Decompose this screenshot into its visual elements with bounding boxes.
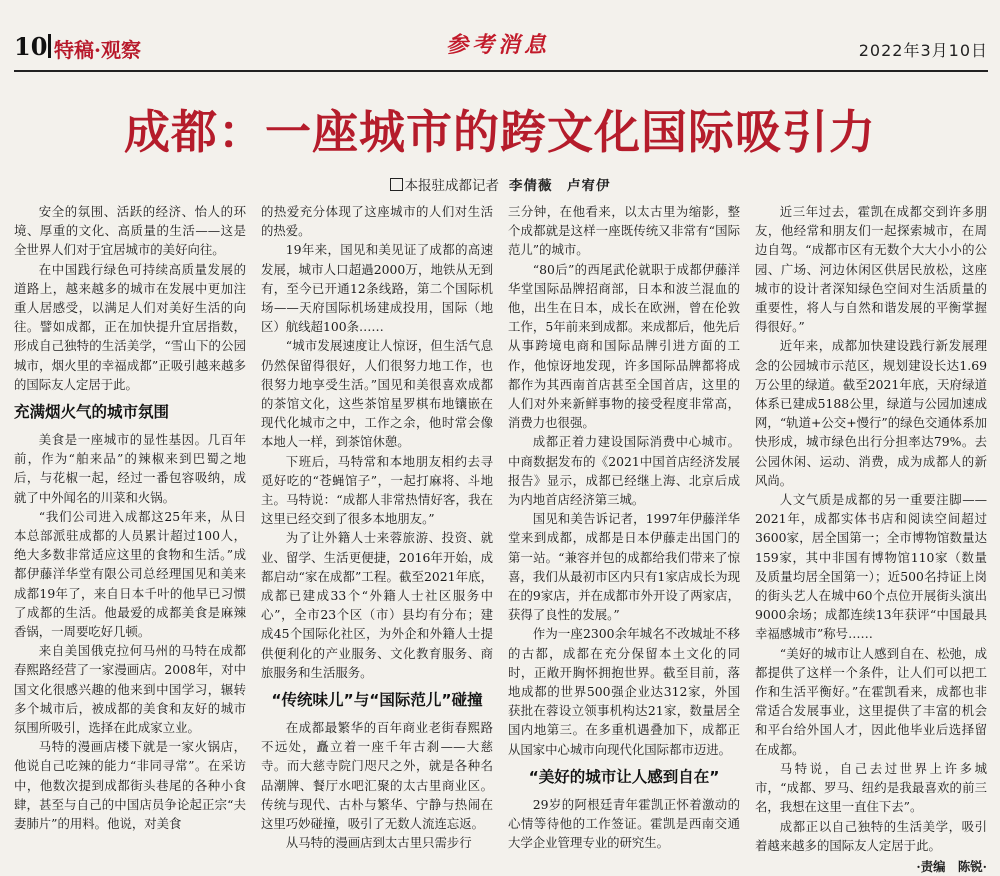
paragraph: 成都正以自己独特的生活美学，吸引着越来越多的国际友人定居于此。: [755, 818, 987, 853]
paragraph: 人文气质是成都的另一重要注脚——2021年，成都实体书店和阅读空间超过3600家，居全国第一；全市博物馆数量达159家，其中非国有博物馆110家（数量及质量均居全国第一）；近500名持证上岗的街头艺人在城中60个点位开展街头演出9000余场；成都连续13年获评“中国最具幸福感城市”称号……: [755, 492, 987, 642]
paragraph: “80后”的西尾武伦就职于成都伊藤洋华堂国际品牌招商部，日本和波兰混血的他，出生在日本，成长在欧洲，曾在伦敦工作，5年前来到成都。来成都后，他先后从事跨境电商和国际品牌引进方面的工作，他惊讶地发现，许多国际品牌都将成都作为其西南首店甚至全国首店，这里的人们对外来新鲜事物的接受程度非常高，消费力也很强。: [508, 261, 740, 431]
editor-credit: ·责编 陈锐·: [916, 858, 987, 874]
subheading: “传统味儿”与“国际范儿”碰撞: [271, 691, 483, 710]
column-1: [14, 202, 246, 832]
paragraph: 安全的氛围、活跃的经济、怡人的环境、厚重的文化、高质量的生活——这是全世界人们对于宜居城市的美好向往。: [14, 204, 246, 258]
page-header: [14, 28, 988, 64]
article-headline: 成都：一座城市的跨文化国际吸引力: [124, 105, 876, 159]
paragraph: 29岁的阿根廷青年霍凯正怀着激动的心情等待他的工作签证。霍凯是西南交通大学企业管理专业的研究生。: [508, 796, 740, 851]
byline-names: 李倩薇 卢宥伊: [509, 178, 611, 194]
paragraph: 成都正着力建设国际消费中心城市。中商数据发布的《2021中国首店经济发展报告》显示，成都已经继上海、北京后成为内地首店经济第三城。: [508, 434, 740, 508]
paragraph: 在成都最繁华的百年商业老街春熙路不远处，矗立着一座千年古刹——大慈寺。而大慈寺院门咫尺之外，就是各种名品潮牌、餐厅水吧汇聚的太古里商业区。传统与现代、古朴与繁华、宁静与热闹在这里巧妙碰撞，吸引了无数人流连忘返。: [261, 720, 493, 832]
paragraph: 来自美国俄克拉何马州的马特在成都春熙路经营了一家漫画店。2008年，对中国文化很感兴趣的他来到中国学习，辗转多个城市后，被成都的美食和友好的城市氛围所吸引，选择在此成家立业。: [14, 643, 246, 736]
newspaper-masthead: 参考消息: [446, 32, 551, 58]
paragraph: 近年来，成都加快建设践行新发展理念的公园城市示范区，规划建设长达1.69万公里的绿道。截至2021年底，天府绿道体系已建成5188公里，绿道与公园加速成网，“轨道+公交+慢行”的绿色交通体系加快形成，城市绿色出行分担率达79%。去公园休闲、运动、消费，成为成都人的新风尚。: [755, 338, 987, 488]
column-3: [508, 202, 740, 851]
header-rule: [14, 70, 988, 72]
byline-box-icon: [390, 178, 403, 191]
paragraph: 的热爱充分体现了这座城市的人们对生活的热爱。: [261, 204, 493, 239]
subheading: “美好的城市让人感到自在”: [528, 767, 720, 786]
paragraph: 美食是一座城市的显性基因。几百年前，作为“舶来品”的辣椒来到巴蜀之地后，与花椒一起，经过一番包容吸纳，成就了中外闻名的川菜和火锅。: [14, 432, 246, 505]
paragraph: 下班后，马特常和本地朋友相约去寻觅好吃的“苍蝇馆子”，一起打麻将、斗地主。马特说：“成都人非常热情好客，我在这里已经交到了很多本地朋友。”: [261, 453, 493, 527]
page-number-divider: [48, 34, 51, 58]
issue-date: 2022年3月10日: [858, 41, 988, 60]
paragraph: 为了让外籍人士来蓉旅游、投资、就业、留学、生活更便捷，2016年开始，成都启动“家在成都”工程。截至2021年底，成都已建成33个“外籍人士社区服务中心”，全市23个区（市）县均有分布；建成45个国际化社区，为外企和外籍人士提供便利化的产业服务、文化教育服务、商旅服务和生活服务。: [261, 530, 493, 680]
byline-prefix: 本报驻成都记者: [404, 178, 499, 194]
paragraph: 在中国践行绿色可持续高质量发展的道路上，越来越多的城市在发展中更加注重人居感受，以满足人们对美好生活的向往。譬如成都，正在加快提升宜居指数，形成自己独特的生活美学，“雪山下的公园城市，烟火里的幸福成都”正吸引越来越多的国际友人定居于此。: [14, 261, 246, 392]
paragraph: 马特说，自己去过世界上许多城市，“成都、罗马、纽约是我最喜欢的前三名，我想在这里一直住下去”。: [755, 760, 987, 815]
article-byline: [0, 174, 1000, 194]
page-number: 10: [14, 32, 48, 61]
paragraph: 近三年过去，霍凯在成都交到许多朋友，他经常和朋友们一起探索城市，在周边自驾。“成都市区有无数个大大小小的公园、广场、河边休闲区供居民放松，这座城市的设计者深知绿色空间对生活质量的重要性，将人与自然和谐发展的平衡掌握得很好。”: [755, 204, 987, 335]
article-body: [14, 202, 988, 874]
paragraph: “城市发展速度让人惊讶，但生活气息仍然保留得很好，人们很努力地工作，也很努力地享受生活。”国见和美很喜欢成都的茶馆文化，这些茶馆星罗棋布地镶嵌在现代化城市之中，工作之余，他时常会像本地人一样，到茶馆休憩。: [261, 338, 493, 450]
paragraph: 马特的漫画店楼下就是一家火锅店，他说自己吃辣的能力“非同寻常”。在采访中，他数次提到成都街头巷尾的各种小食肆，甚至与自己的中国店员争论起正宗“夫妻肺片”的用料。他说，对美食: [14, 739, 246, 832]
paragraph: 作为一座2300余年城名不改城址不移的古都，成都在充分保留本土文化的同时，正敞开胸怀拥抱世界。截至目前，落地成都的世界500强企业达312家，外国获批在蓉设立领事机构达21家，数量居全国内地第三。在多重机遇叠加下，成都正从国家中心城市向现代化国际都市迈进。: [508, 626, 740, 757]
paragraph: “美好的城市让人感到自在、松弛，成都提供了这样一个条件，让人们可以把工作和生活平衡好。”在霍凯看来，成都也非常适合发展事业，这里提供了丰富的机会和平台给外国人才，因此他毕业后选择留在成都。: [755, 645, 987, 757]
column-2: [261, 202, 493, 851]
paragraph: “我们公司进入成都这25年来，从日本总部派驻成都的人员累计超过100人，绝大多数非常适应这里的食物和生活。”成都伊藤洋华堂有限公司总经理国见和美来成都19年了，来自日本千叶的他早已习惯了成都的生活。他最爱的成都美食是麻辣香锅，一周要吃好几顿。: [14, 508, 246, 640]
column-4: [755, 202, 987, 874]
paragraph: 19年来，国见和美见证了成都的高速发展，城市人口超過2000万，地铁从无到有，至今已开通12条线路，第二个国际机场——天府国际机场建成投用，国际（地区）航线超100条……: [261, 242, 493, 335]
subheading: 充满烟火气的城市氛围: [14, 403, 170, 422]
section-name: 特稿·观察: [54, 38, 141, 62]
paragraph: 从马特的漫画店到太古里只需步行: [285, 835, 472, 851]
paragraph: 三分钟，在他看来，以太古里为缩影，整个成都就是这样一座既传统又非常有“国际范儿”的城市。: [508, 204, 740, 258]
paragraph: 国见和美告诉记者，1997年伊藤洋华堂来到成都，成都是日本伊藤走出国门的第一站。“兼容并包的成都给我们带来了惊喜，我们从最初市区内只有1家店成长为现在的9家店，并在成都市外开设了两家店，获得了良性的发展。”: [508, 511, 740, 623]
